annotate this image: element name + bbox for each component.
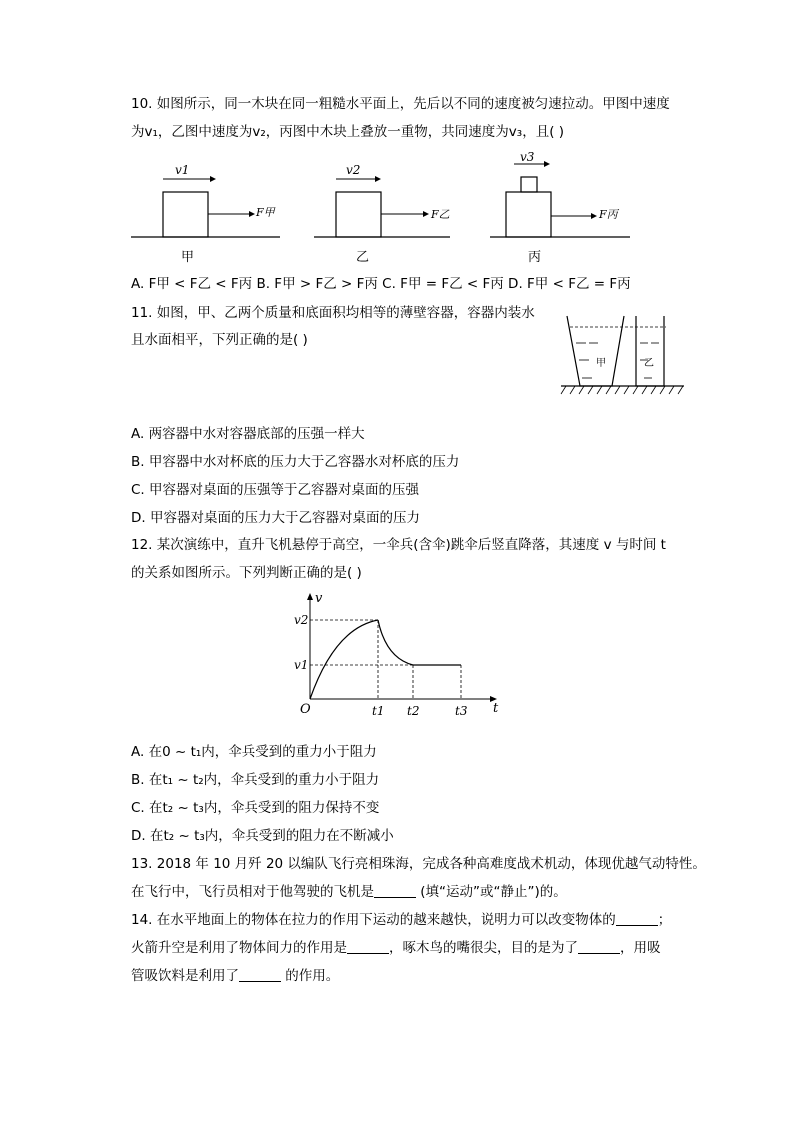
q13-line2 bbox=[131, 882, 567, 902]
q14-blank-1[interactable] bbox=[616, 911, 658, 926]
q14-blank-4[interactable] bbox=[239, 967, 281, 982]
q13-answer-blank[interactable] bbox=[374, 883, 416, 898]
q14-line1-a: 14. 在水平地面上的物体在拉力的作用下运动的越来越快，说明力可以改变物体的 bbox=[131, 912, 616, 928]
container-jia bbox=[567, 316, 624, 386]
tick-t2: t2 bbox=[407, 704, 420, 718]
q12-line2: 的关系如图所示。下列判断正确的是( ) bbox=[131, 565, 362, 581]
vt-curve-decelerate bbox=[378, 620, 413, 665]
q11-option-d: D. 甲容器对桌面的压力大于乙容器对桌面的压力 bbox=[131, 510, 420, 526]
f-jia-label: F甲 bbox=[256, 206, 275, 219]
x-axis-label: t bbox=[493, 701, 499, 716]
block-yi bbox=[336, 192, 381, 237]
tick-v1: v1 bbox=[294, 658, 309, 672]
q11-option-c: C. 甲容器对桌面的压强等于乙容器对桌面的压强 bbox=[131, 482, 420, 498]
q10-line1: 10. 如图所示，同一木块在同一粗糙水平面上，先后以不同的速度被匀速拉动。甲图中速度 bbox=[131, 96, 670, 112]
q14-blank-3[interactable] bbox=[578, 939, 620, 954]
q14-line2-a: 火箭升空是利用了物体间力的作用是 bbox=[131, 940, 347, 956]
q12-line1: 12. 某次演练中，直升飞机悬停于高空，一伞兵(含伞)跳伞后竖直降落，其速度 v 与时间 t bbox=[131, 537, 666, 553]
v2-label: v2 bbox=[346, 163, 361, 177]
y-axis-arrow bbox=[307, 593, 313, 600]
q14-line3-a: 管吸饮料是利用了 bbox=[131, 968, 239, 984]
y-axis-label: v bbox=[315, 591, 323, 606]
q14-line1-b: ； bbox=[657, 912, 672, 928]
q11-line1: 11. 如图，甲、乙两个质量和底面积均相等的薄壁容器，容器内装水 bbox=[131, 305, 535, 321]
figure-yi bbox=[314, 163, 450, 265]
caption-yi: 乙 bbox=[356, 250, 370, 265]
q12-option-a: A. 在0 ~ t₁内，伞兵受到的重力小于阻力 bbox=[131, 744, 377, 760]
q10-figure bbox=[125, 150, 645, 272]
q11-figure bbox=[560, 308, 692, 400]
f-bing-label: F丙 bbox=[599, 208, 618, 221]
q11-line2: 且水面相平，下列正确的是( ) bbox=[131, 332, 308, 348]
q11-option-a: A. 两容器中水对容器底部的压强一样大 bbox=[131, 426, 365, 442]
tick-t3: t3 bbox=[455, 704, 468, 718]
weight-bing bbox=[521, 177, 537, 192]
table-hatching bbox=[561, 386, 683, 394]
caption-bing: 丙 bbox=[528, 250, 542, 265]
q14-line3-b: 的作用。 bbox=[281, 968, 340, 984]
q13-line2-b: (填“运动”或“静止”)的。 bbox=[416, 884, 567, 900]
origin-label: O bbox=[300, 702, 311, 717]
label-yi: 乙 bbox=[644, 358, 654, 369]
q14-line2-b: ，啄木鸟的嘴很尖，目的是为了 bbox=[389, 940, 578, 956]
q12-option-b: B. 在t₁ ~ t₂内，伞兵受到的重力小于阻力 bbox=[131, 772, 380, 788]
f-yi-label: F乙 bbox=[431, 208, 450, 221]
q14-line3 bbox=[131, 966, 339, 986]
v3-label: v3 bbox=[520, 150, 535, 164]
q14-blank-2[interactable] bbox=[347, 939, 389, 954]
vt-curve-accelerate bbox=[310, 620, 378, 699]
q11-option-b: B. 甲容器中水对杯底的压力大于乙容器水对杯底的压力 bbox=[131, 454, 460, 470]
q14-line1 bbox=[131, 910, 671, 930]
caption-jia: 甲 bbox=[181, 250, 195, 265]
container-yi bbox=[636, 316, 664, 386]
tick-v2: v2 bbox=[294, 613, 309, 627]
label-jia: 甲 bbox=[596, 358, 606, 369]
q13-line1: 13. 2018 年 10 月歼 20 以编队飞行亮相珠海，完成各种高难度战术机动，体现优越气动特性。 bbox=[131, 856, 706, 872]
q10-line2: 为v₁，乙图中速度为v₂，丙图中木块上叠放一重物，共同速度为v₃，且( ) bbox=[131, 124, 565, 140]
block-jia bbox=[163, 192, 208, 237]
q12-option-d: D. 在t₂ ~ t₃内，伞兵受到的阻力在不断减小 bbox=[131, 828, 394, 844]
figure-jia bbox=[131, 163, 280, 265]
figure-bing bbox=[490, 150, 630, 265]
q10-options: A. F甲 < F乙 < F丙 B. F甲 > F乙 > F丙 C. F甲 = F乙 < F丙 D. F甲 < F乙 = F丙 bbox=[131, 276, 631, 292]
q13-line2-a: 在飞行中，飞行员相对于他驾驶的飞机是 bbox=[131, 884, 374, 900]
block-bing bbox=[506, 192, 551, 237]
q14-line2 bbox=[131, 938, 661, 958]
q12-option-c: C. 在t₂ ~ t₃内，伞兵受到的阻力保持不变 bbox=[131, 800, 380, 816]
v1-label: v1 bbox=[175, 163, 190, 177]
q14-line2-c: ，用吸 bbox=[620, 940, 661, 956]
tick-t1: t1 bbox=[372, 704, 385, 718]
q12-vt-chart bbox=[290, 588, 510, 723]
